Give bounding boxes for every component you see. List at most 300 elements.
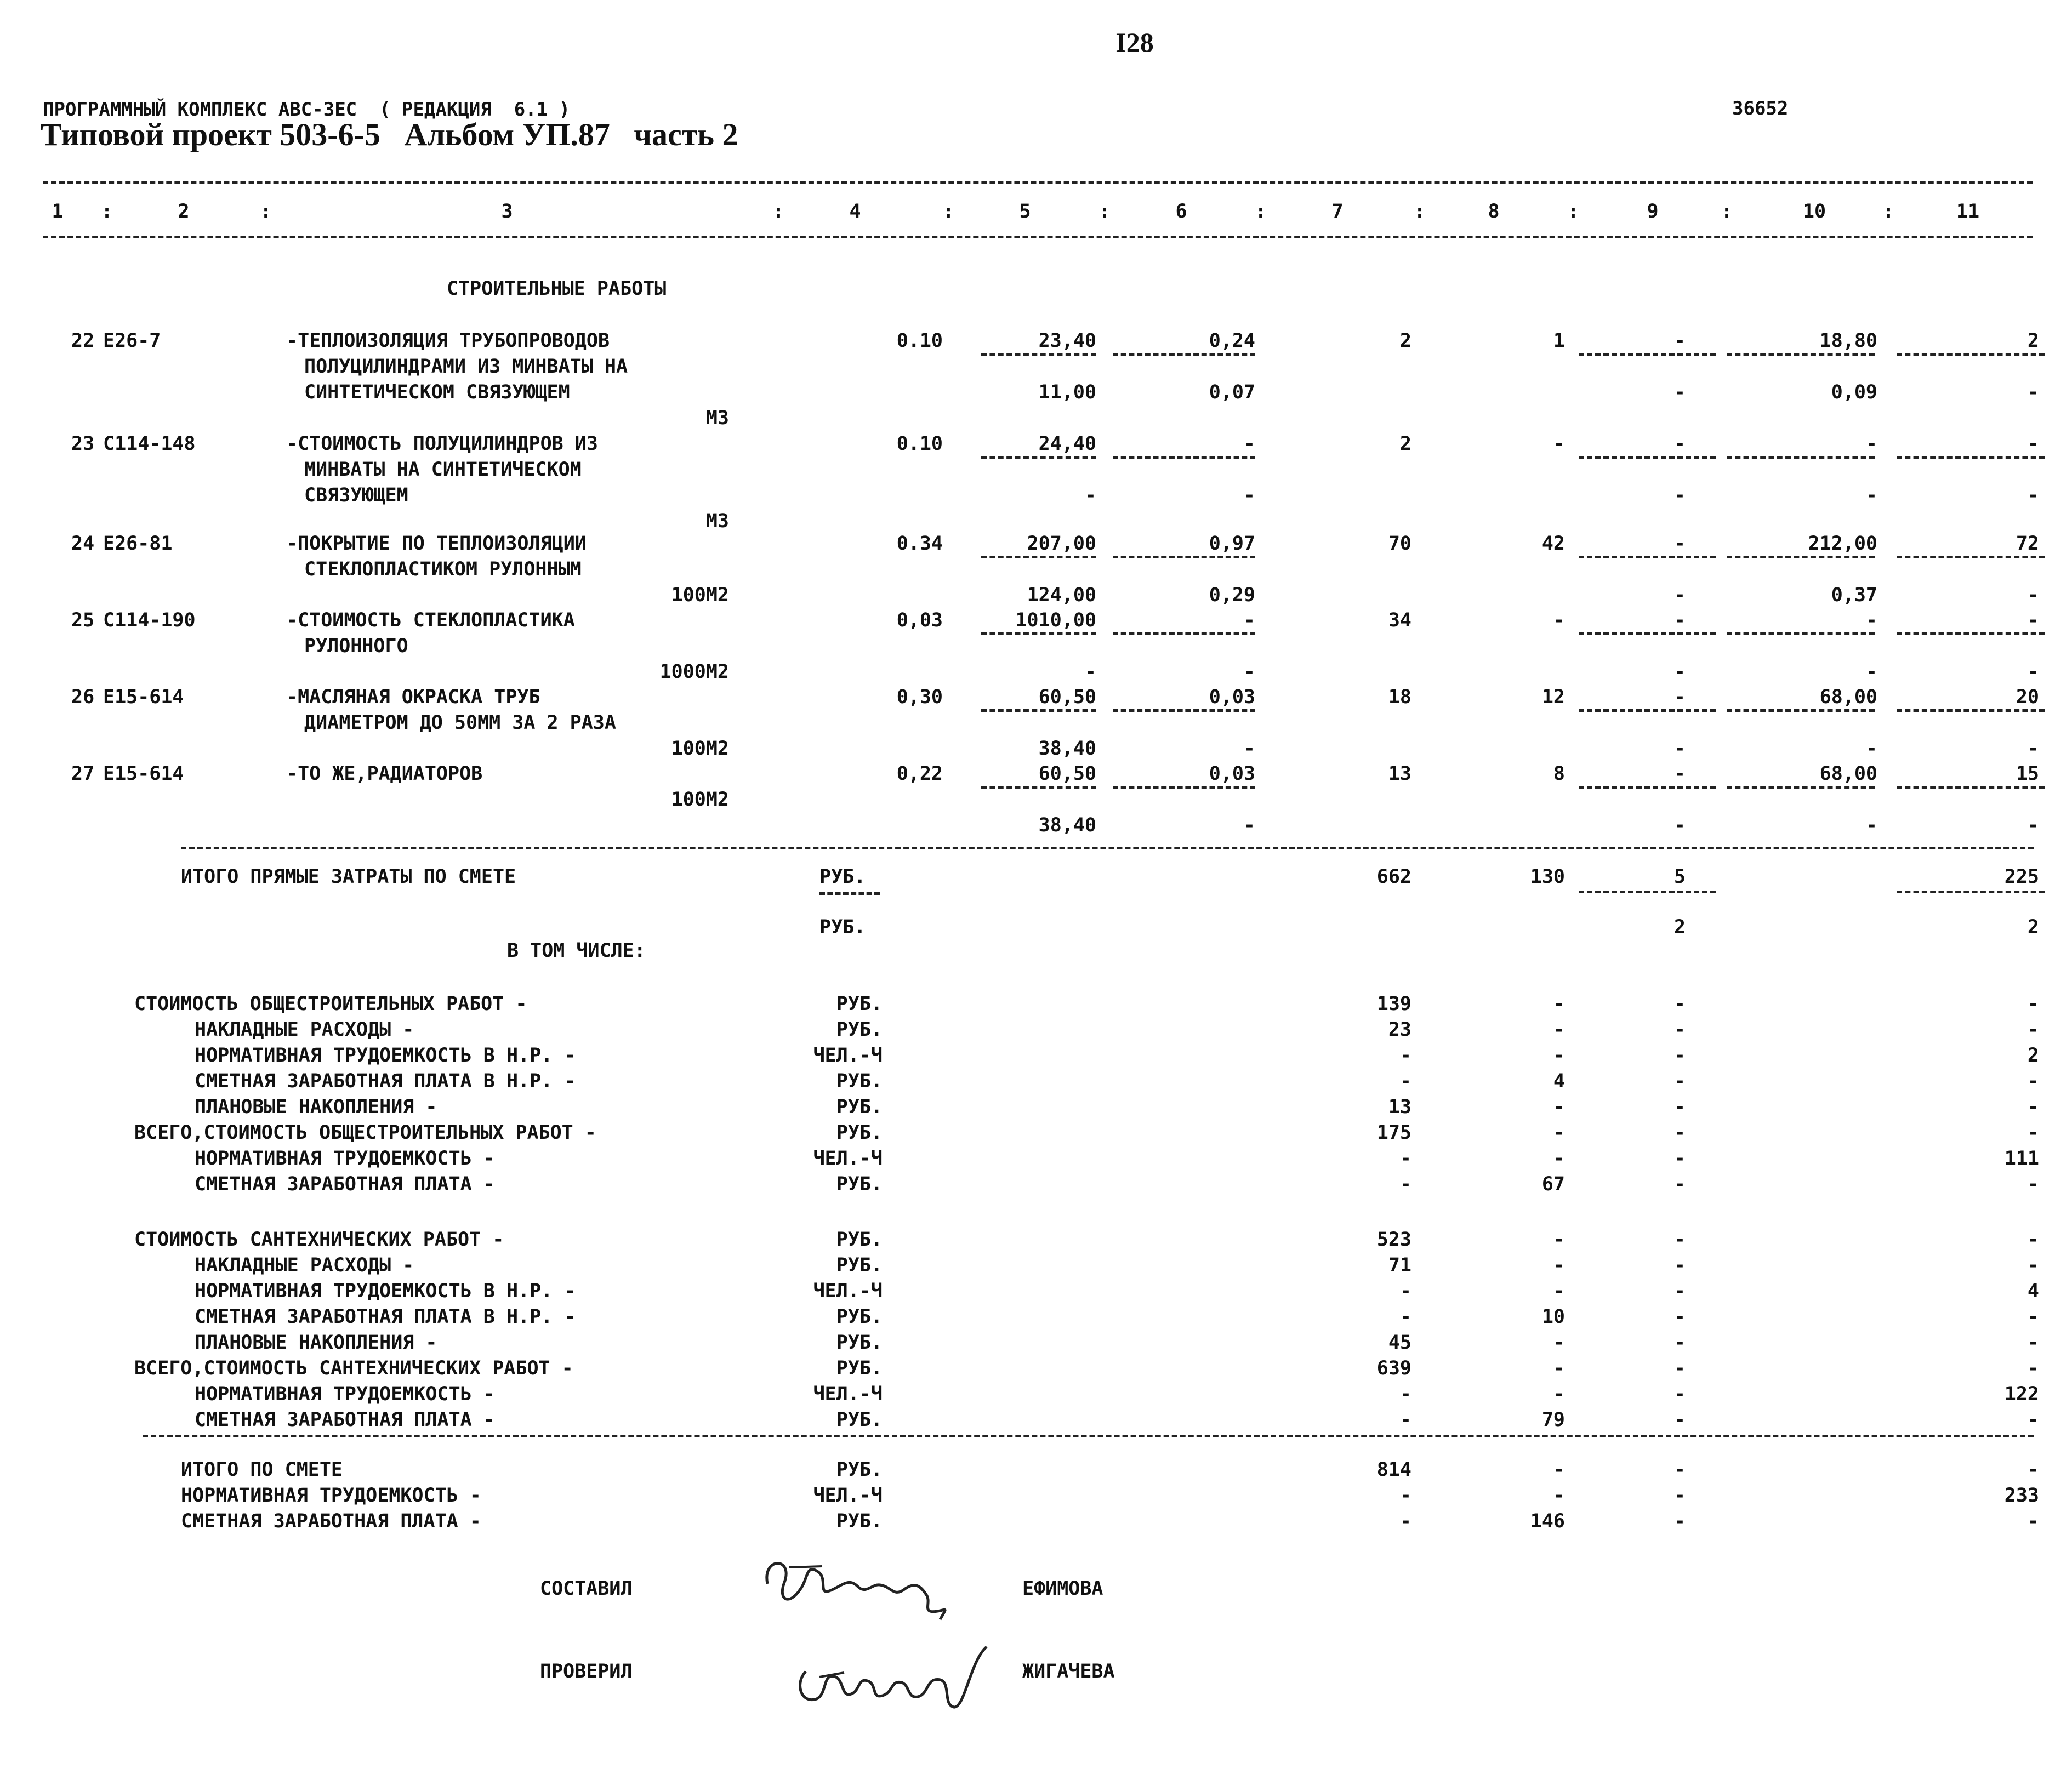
summary-c9: - xyxy=(1673,1409,1686,1431)
cell-c10-lower: - xyxy=(1865,738,1877,760)
summary-c11: - xyxy=(2027,1070,2039,1092)
summary-label: НАКЛАДНЫЕ РАСХОДЫ - xyxy=(195,1019,414,1041)
unit-of-measure: 100М2 xyxy=(671,789,729,811)
cell-c10-lower: - xyxy=(1865,484,1877,506)
cell-divider xyxy=(1579,632,1716,635)
summary-c9: - xyxy=(1673,1096,1686,1118)
cell-divider xyxy=(1579,456,1716,459)
summary-label: НОРМАТИВНАЯ ТРУДОЕМКОСТЬ - xyxy=(195,1383,495,1405)
cell-c10: - xyxy=(1865,609,1877,631)
cell-c11: 72 xyxy=(2016,533,2039,555)
cell-c11: 20 xyxy=(2016,686,2039,708)
total-unit: ЧЕЛ.-Ч xyxy=(813,1485,883,1507)
handwritten-signature-2 xyxy=(789,1639,998,1721)
total-c7: - xyxy=(1399,1510,1411,1532)
cell-c5: 23,40 xyxy=(1038,330,1096,352)
cell-c4: 0,30 xyxy=(896,686,943,708)
row-number: 23 xyxy=(71,433,95,455)
column-number: 1 xyxy=(52,201,64,222)
summary-c9: - xyxy=(1673,1357,1686,1379)
cell-c9: - xyxy=(1673,433,1686,455)
summary-c8: - xyxy=(1553,1122,1565,1144)
summary-c11: 122 xyxy=(2004,1383,2039,1405)
column-number: 5 xyxy=(1019,201,1031,222)
summary-c8: - xyxy=(1553,1254,1565,1276)
cell-c10: 68,00 xyxy=(1819,763,1877,785)
summary-c7: - xyxy=(1399,1173,1411,1195)
cell-divider xyxy=(1897,632,2045,635)
column-number: 7 xyxy=(1331,201,1344,222)
summary-c8: - xyxy=(1553,1280,1565,1302)
cell-c9: - xyxy=(1673,609,1686,631)
unit-of-measure: 100М2 xyxy=(671,738,729,760)
cell-c4: 0.34 xyxy=(896,533,943,555)
cell-c9-lower: - xyxy=(1673,738,1686,760)
summary-c8: 67 xyxy=(1541,1173,1565,1195)
total-c9: - xyxy=(1673,1510,1686,1532)
summary-unit: РУБ. xyxy=(836,1409,883,1431)
cell-c4: 0.10 xyxy=(896,330,943,352)
final-rule xyxy=(143,1435,2034,1437)
direct-total-c11-lower: 2 xyxy=(2027,916,2039,938)
document-number: 36652 xyxy=(1732,98,1789,119)
summary-label: СМЕТНАЯ ЗАРАБОТНАЯ ПЛАТА В Н.Р. - xyxy=(195,1070,576,1092)
row-number: 24 xyxy=(71,533,95,555)
total-c8: 146 xyxy=(1530,1510,1565,1532)
summary-c8: - xyxy=(1553,993,1565,1015)
work-description: СТЕКЛОПЛАСТИКОМ РУЛОННЫМ xyxy=(304,558,582,580)
cell-divider xyxy=(1897,786,2045,789)
cell-c6-lower: 0,07 xyxy=(1209,381,1255,403)
work-description: -ТО ЖЕ,РАДИАТОРОВ xyxy=(286,763,483,785)
cell-divider xyxy=(1579,709,1716,712)
cell-c6-lower: - xyxy=(1243,814,1255,836)
summary-c8: 4 xyxy=(1553,1070,1565,1092)
cell-c6: - xyxy=(1243,609,1255,631)
cell-divider xyxy=(1113,709,1255,712)
summary-c9: - xyxy=(1673,1383,1686,1405)
summary-c7: 175 xyxy=(1376,1122,1411,1144)
summary-unit: РУБ. xyxy=(836,1306,883,1328)
cell-c7: 70 xyxy=(1388,533,1411,555)
summary-c8: 79 xyxy=(1541,1409,1565,1431)
work-description: ПОЛУЦИЛИНДРАМИ ИЗ МИНВАТЫ НА xyxy=(304,356,628,378)
price-code: Е26-81 xyxy=(103,533,173,555)
total-c9: - xyxy=(1673,1459,1686,1481)
row-number: 27 xyxy=(71,763,95,785)
cell-c5: 60,50 xyxy=(1038,686,1096,708)
summary-c7: 13 xyxy=(1388,1096,1411,1118)
cell-c7: 18 xyxy=(1388,686,1411,708)
cell-c9: - xyxy=(1673,686,1686,708)
column-number: 6 xyxy=(1175,201,1187,222)
summary-c9: - xyxy=(1673,1173,1686,1195)
summary-c8: - xyxy=(1553,1229,1565,1251)
header-rule-bottom xyxy=(43,236,2033,238)
total-c8: - xyxy=(1553,1459,1565,1481)
summary-c11: - xyxy=(2027,1229,2039,1251)
page-number: I28 xyxy=(1115,27,1154,58)
summary-c8: 10 xyxy=(1541,1306,1565,1328)
total-unit: РУБ. xyxy=(836,1459,883,1481)
total-label: ИТОГО ПО СМЕТЕ xyxy=(181,1459,343,1481)
cell-c6-lower: - xyxy=(1243,738,1255,760)
price-code: Е15-614 xyxy=(103,763,184,785)
unit-of-measure: 1000М2 xyxy=(659,661,729,683)
cell-c11: 2 xyxy=(2027,330,2039,352)
cell-c10: 18,80 xyxy=(1819,330,1877,352)
cell-c9-lower: - xyxy=(1673,381,1686,403)
column-separator: : xyxy=(1882,201,1894,222)
column-separator: : xyxy=(1098,201,1111,222)
cell-divider xyxy=(1897,353,2045,356)
total-c8: - xyxy=(1553,1485,1565,1507)
cell-c7: 13 xyxy=(1388,763,1411,785)
column-separator: : xyxy=(1414,201,1426,222)
summary-c11: 4 xyxy=(2027,1280,2039,1302)
cell-c6-lower: 0,29 xyxy=(1209,584,1255,606)
summary-c7: 639 xyxy=(1376,1357,1411,1379)
cell-divider xyxy=(981,709,1096,712)
cell-c8: 42 xyxy=(1541,533,1565,555)
summary-c7: 139 xyxy=(1376,993,1411,1015)
column-separator: : xyxy=(942,201,954,222)
summary-label: ПЛАНОВЫЕ НАКОПЛЕНИЯ - xyxy=(195,1096,437,1118)
summary-unit: ЧЕЛ.-Ч xyxy=(813,1383,883,1405)
work-description: СВЯЗУЮЩЕМ xyxy=(304,484,408,506)
cell-c9-lower: - xyxy=(1673,584,1686,606)
price-code: Е15-614 xyxy=(103,686,184,708)
cell-c6: - xyxy=(1243,433,1255,455)
total-c11: 233 xyxy=(2004,1485,2039,1507)
column-number: 10 xyxy=(1802,201,1826,222)
cell-divider xyxy=(1113,632,1255,635)
including-label: В ТОМ ЧИСЛЕ: xyxy=(507,940,646,962)
summary-unit: ЧЕЛ.-Ч xyxy=(813,1045,883,1066)
summary-label: СМЕТНАЯ ЗАРАБОТНАЯ ПЛАТА - xyxy=(195,1173,495,1195)
summary-unit: РУБ. xyxy=(836,1173,883,1195)
column-separator: : xyxy=(1255,201,1267,222)
cell-divider xyxy=(981,456,1096,459)
section-title: СТРОИТЕЛЬНЫЕ РАБОТЫ xyxy=(447,278,667,300)
cell-divider xyxy=(1727,353,1875,356)
summary-label: ВСЕГО,СТОИМОСТЬ САНТЕХНИЧЕСКИХ РАБОТ - xyxy=(134,1357,573,1379)
cell-divider xyxy=(1113,456,1255,459)
summary-unit: РУБ. xyxy=(836,1096,883,1118)
cell-c11-lower: - xyxy=(2027,484,2039,506)
work-description: РУЛОННОГО xyxy=(304,635,408,657)
column-number: 8 xyxy=(1488,201,1500,222)
summary-c7: - xyxy=(1399,1409,1411,1431)
direct-total-c7: 662 xyxy=(1376,866,1411,888)
cell-c9: - xyxy=(1673,330,1686,352)
summary-c11: - xyxy=(2027,1357,2039,1379)
summary-unit: РУБ. xyxy=(836,993,883,1015)
summary-c7: - xyxy=(1399,1148,1411,1169)
cell-c11-lower: - xyxy=(2027,584,2039,606)
row-number: 22 xyxy=(71,330,95,352)
column-separator: : xyxy=(1567,201,1579,222)
checked-by-name: ЖИГАЧЕВА xyxy=(1022,1661,1115,1682)
summary-c7: 23 xyxy=(1388,1019,1411,1041)
work-description: ДИАМЕТРОМ ДО 50ММ ЗА 2 РАЗА xyxy=(304,712,616,734)
summary-c9: - xyxy=(1673,1306,1686,1328)
cell-c9: - xyxy=(1673,763,1686,785)
cell-divider xyxy=(1579,891,1716,893)
cell-c6: 0,03 xyxy=(1209,763,1255,785)
compiled-by-label: СОСТАВИЛ xyxy=(540,1578,633,1600)
unit-of-measure: М3 xyxy=(705,407,729,429)
summary-unit: РУБ. xyxy=(836,1019,883,1041)
cell-c11-lower: - xyxy=(2027,738,2039,760)
row-number: 25 xyxy=(71,609,95,631)
summary-c7: - xyxy=(1399,1383,1411,1405)
summary-label: СМЕТНАЯ ЗАРАБОТНАЯ ПЛАТА В Н.Р. - xyxy=(195,1306,576,1328)
total-label: НОРМАТИВНАЯ ТРУДОЕМКОСТЬ - xyxy=(181,1485,481,1507)
summary-c9: - xyxy=(1673,1254,1686,1276)
cell-divider xyxy=(1579,556,1716,558)
cell-c6: 0,97 xyxy=(1209,533,1255,555)
summary-c7: 523 xyxy=(1376,1229,1411,1251)
column-separator: : xyxy=(1721,201,1733,222)
price-code: С114-148 xyxy=(103,433,196,455)
summary-c8: - xyxy=(1553,1045,1565,1066)
summary-c7: 45 xyxy=(1388,1332,1411,1354)
cell-c6: 0,03 xyxy=(1209,686,1255,708)
summary-unit: ЧЕЛ.-Ч xyxy=(813,1148,883,1169)
cell-divider xyxy=(1727,556,1875,558)
cell-divider xyxy=(1727,786,1875,789)
summary-unit: РУБ. xyxy=(836,1357,883,1379)
summary-c7: - xyxy=(1399,1306,1411,1328)
column-number: 4 xyxy=(849,201,861,222)
summary-label: НОРМАТИВНАЯ ТРУДОЕМКОСТЬ В Н.Р. - xyxy=(195,1280,576,1302)
checked-by-label: ПРОВЕРИЛ xyxy=(540,1661,633,1682)
summary-label: ВСЕГО,СТОИМОСТЬ ОБЩЕСТРОИТЕЛЬНЫХ РАБОТ - xyxy=(134,1122,596,1144)
program-line: ПРОГРАММНЫЙ КОМПЛЕКС АВС-ЗЕС ( РЕДАКЦИЯ 6.1 ) xyxy=(43,99,571,121)
summary-c11: - xyxy=(2027,1122,2039,1144)
summary-unit: РУБ. xyxy=(836,1070,883,1092)
summary-label: ПЛАНОВЫЕ НАКОПЛЕНИЯ - xyxy=(195,1332,437,1354)
summary-c9: - xyxy=(1673,1019,1686,1041)
cell-c9-lower: - xyxy=(1673,484,1686,506)
summary-c11: - xyxy=(2027,993,2039,1015)
cell-c5: 207,00 xyxy=(1027,533,1096,555)
cell-c5-lower: 11,00 xyxy=(1038,381,1096,403)
cell-c5-lower: 38,40 xyxy=(1038,814,1096,836)
total-c9: - xyxy=(1673,1485,1686,1507)
unit-divider xyxy=(819,892,880,895)
summary-c8: - xyxy=(1553,1357,1565,1379)
cell-c7: 2 xyxy=(1399,330,1411,352)
cell-divider xyxy=(981,556,1096,558)
cell-divider xyxy=(1113,556,1255,558)
unit-of-measure: М3 xyxy=(705,510,729,532)
summary-c11: 2 xyxy=(2027,1045,2039,1066)
cell-c5: 1010,00 xyxy=(1015,609,1096,631)
cell-c11: 15 xyxy=(2016,763,2039,785)
total-unit: РУБ. xyxy=(836,1510,883,1532)
column-number: 9 xyxy=(1647,201,1659,222)
summary-label: СМЕТНАЯ ЗАРАБОТНАЯ ПЛАТА - xyxy=(195,1409,495,1431)
project-title: Типовой проект 503-6-5 Альбом УП.87 часть 2 xyxy=(41,117,738,152)
row-number: 26 xyxy=(71,686,95,708)
column-separator: : xyxy=(772,201,784,222)
direct-total-c11: 225 xyxy=(2004,866,2039,888)
cell-c4: 0,03 xyxy=(896,609,943,631)
cell-c4: 0,22 xyxy=(896,763,943,785)
cell-c6-lower: - xyxy=(1243,484,1255,506)
summary-c11: - xyxy=(2027,1409,2039,1431)
direct-total-c9-lower: 2 xyxy=(1673,916,1686,938)
total-c7: - xyxy=(1399,1485,1411,1507)
summary-c11: 111 xyxy=(2004,1148,2039,1169)
cell-divider xyxy=(981,353,1096,356)
total-c7: 814 xyxy=(1376,1459,1411,1481)
work-description: СИНТЕТИЧЕСКОМ СВЯЗУЮЩЕМ xyxy=(304,381,570,403)
cell-c6-lower: - xyxy=(1243,661,1255,683)
summary-c8: - xyxy=(1553,1096,1565,1118)
cell-c10: - xyxy=(1865,433,1877,455)
total-label: СМЕТНАЯ ЗАРАБОТНАЯ ПЛАТА - xyxy=(181,1510,481,1532)
cell-divider xyxy=(1579,786,1716,789)
cell-c4: 0.10 xyxy=(896,433,943,455)
summary-c11: - xyxy=(2027,1173,2039,1195)
direct-total-label: ИТОГО ПРЯМЫЕ ЗАТРАТЫ ПО СМЕТЕ xyxy=(181,866,516,888)
cell-c10-lower: - xyxy=(1865,814,1877,836)
summary-c11: - xyxy=(2027,1254,2039,1276)
cell-c8: 8 xyxy=(1553,763,1565,785)
cell-divider xyxy=(1897,456,2045,459)
cell-c10-lower: - xyxy=(1865,661,1877,683)
direct-total-c9: 5 xyxy=(1673,866,1686,888)
work-description: МИНВАТЫ НА СИНТЕТИЧЕСКОМ xyxy=(304,459,582,481)
cell-divider xyxy=(1113,786,1255,789)
cell-c6: 0,24 xyxy=(1209,330,1255,352)
direct-total-unit: РУБ. xyxy=(819,866,866,888)
cell-c9-lower: - xyxy=(1673,661,1686,683)
cell-c8: 12 xyxy=(1541,686,1565,708)
summary-unit: РУБ. xyxy=(836,1332,883,1354)
compiled-by-name: ЕФИМОВА xyxy=(1022,1578,1103,1600)
summary-c11: - xyxy=(2027,1306,2039,1328)
cell-c10: 212,00 xyxy=(1808,533,1877,555)
cell-divider xyxy=(1727,456,1875,459)
cell-divider xyxy=(1727,632,1875,635)
total-c11: - xyxy=(2027,1510,2039,1532)
summary-unit: ЧЕЛ.-Ч xyxy=(813,1280,883,1302)
summary-c8: - xyxy=(1553,1332,1565,1354)
cell-c10: 68,00 xyxy=(1819,686,1877,708)
cell-c5-lower: 124,00 xyxy=(1027,584,1096,606)
cell-divider xyxy=(981,632,1096,635)
handwritten-signature-1 xyxy=(756,1545,965,1628)
summary-c8: - xyxy=(1553,1148,1565,1169)
cell-c9-lower: - xyxy=(1673,814,1686,836)
cell-c10-lower: 0,37 xyxy=(1831,584,1877,606)
direct-total-unit-2: РУБ. xyxy=(819,916,866,938)
cell-c11: - xyxy=(2027,609,2039,631)
summary-c7: - xyxy=(1399,1070,1411,1092)
cell-c5: 60,50 xyxy=(1038,763,1096,785)
summary-label: НОРМАТИВНАЯ ТРУДОЕМКОСТЬ - xyxy=(195,1148,495,1169)
cell-c8: 1 xyxy=(1553,330,1565,352)
summary-c7: 71 xyxy=(1388,1254,1411,1276)
cell-c8: - xyxy=(1553,433,1565,455)
summary-c8: - xyxy=(1553,1019,1565,1041)
summary-c9: - xyxy=(1673,1122,1686,1144)
cell-c5-lower: - xyxy=(1084,484,1096,506)
column-separator: : xyxy=(101,201,113,222)
summary-c11: - xyxy=(2027,1332,2039,1354)
summary-c9: - xyxy=(1673,1229,1686,1251)
summary-unit: РУБ. xyxy=(836,1229,883,1251)
column-separator: : xyxy=(260,201,272,222)
header-rule-top xyxy=(43,181,2033,184)
summary-c11: - xyxy=(2027,1096,2039,1118)
summary-c11: - xyxy=(2027,1019,2039,1041)
price-code: Е26-7 xyxy=(103,330,161,352)
summary-unit: РУБ. xyxy=(836,1122,883,1144)
cell-c11: - xyxy=(2027,433,2039,455)
work-description: -ТЕПЛОИЗОЛЯЦИЯ ТРУБОПРОВОДОВ xyxy=(286,330,610,352)
summary-c9: - xyxy=(1673,1148,1686,1169)
summary-c9: - xyxy=(1673,1045,1686,1066)
cell-divider xyxy=(1727,709,1875,712)
work-description: -МАСЛЯНАЯ ОКРАСКА ТРУБ xyxy=(286,686,540,708)
summary-label: НОРМАТИВНАЯ ТРУДОЕМКОСТЬ В Н.Р. - xyxy=(195,1045,576,1066)
summary-c9: - xyxy=(1673,1070,1686,1092)
totals-rule xyxy=(181,847,2034,849)
cell-divider xyxy=(1897,709,2045,712)
direct-total-c8: 130 xyxy=(1530,866,1565,888)
cell-c7: 34 xyxy=(1388,609,1411,631)
cell-divider xyxy=(1897,556,2045,558)
cell-c5-lower: 38,40 xyxy=(1038,738,1096,760)
unit-of-measure: 100М2 xyxy=(671,584,729,606)
cell-c11-lower: - xyxy=(2027,814,2039,836)
summary-label: НАКЛАДНЫЕ РАСХОДЫ - xyxy=(195,1254,414,1276)
cell-c5: 24,40 xyxy=(1038,433,1096,455)
column-number: 2 xyxy=(178,201,190,222)
summary-label: СТОИМОСТЬ САНТЕХНИЧЕСКИХ РАБОТ - xyxy=(134,1229,504,1251)
cell-c5-lower: - xyxy=(1084,661,1096,683)
cell-c11-lower: - xyxy=(2027,381,2039,403)
work-description: -ПОКРЫТИЕ ПО ТЕПЛОИЗОЛЯЦИИ xyxy=(286,533,587,555)
work-description: -СТОИМОСТЬ ПОЛУЦИЛИНДРОВ ИЗ xyxy=(286,433,598,455)
price-code: С114-190 xyxy=(103,609,196,631)
summary-c7: - xyxy=(1399,1045,1411,1066)
cell-c7: 2 xyxy=(1399,433,1411,455)
cell-divider xyxy=(1579,353,1716,356)
cell-c9: - xyxy=(1673,533,1686,555)
summary-c8: - xyxy=(1553,1383,1565,1405)
summary-c9: - xyxy=(1673,993,1686,1015)
summary-c9: - xyxy=(1673,1332,1686,1354)
summary-c7: - xyxy=(1399,1280,1411,1302)
cell-c11-lower: - xyxy=(2027,661,2039,683)
cell-divider xyxy=(981,786,1096,789)
work-description: -СТОИМОСТЬ СТЕКЛОПЛАСТИКА xyxy=(286,609,575,631)
cell-c8: - xyxy=(1553,609,1565,631)
summary-c9: - xyxy=(1673,1280,1686,1302)
summary-label: СТОИМОСТЬ ОБЩЕСТРОИТЕЛЬНЫХ РАБОТ - xyxy=(134,993,527,1015)
cell-divider xyxy=(1897,891,2045,893)
column-number: 11 xyxy=(1956,201,1980,222)
total-c11: - xyxy=(2027,1459,2039,1481)
summary-unit: РУБ. xyxy=(836,1254,883,1276)
column-number: 3 xyxy=(501,201,513,222)
